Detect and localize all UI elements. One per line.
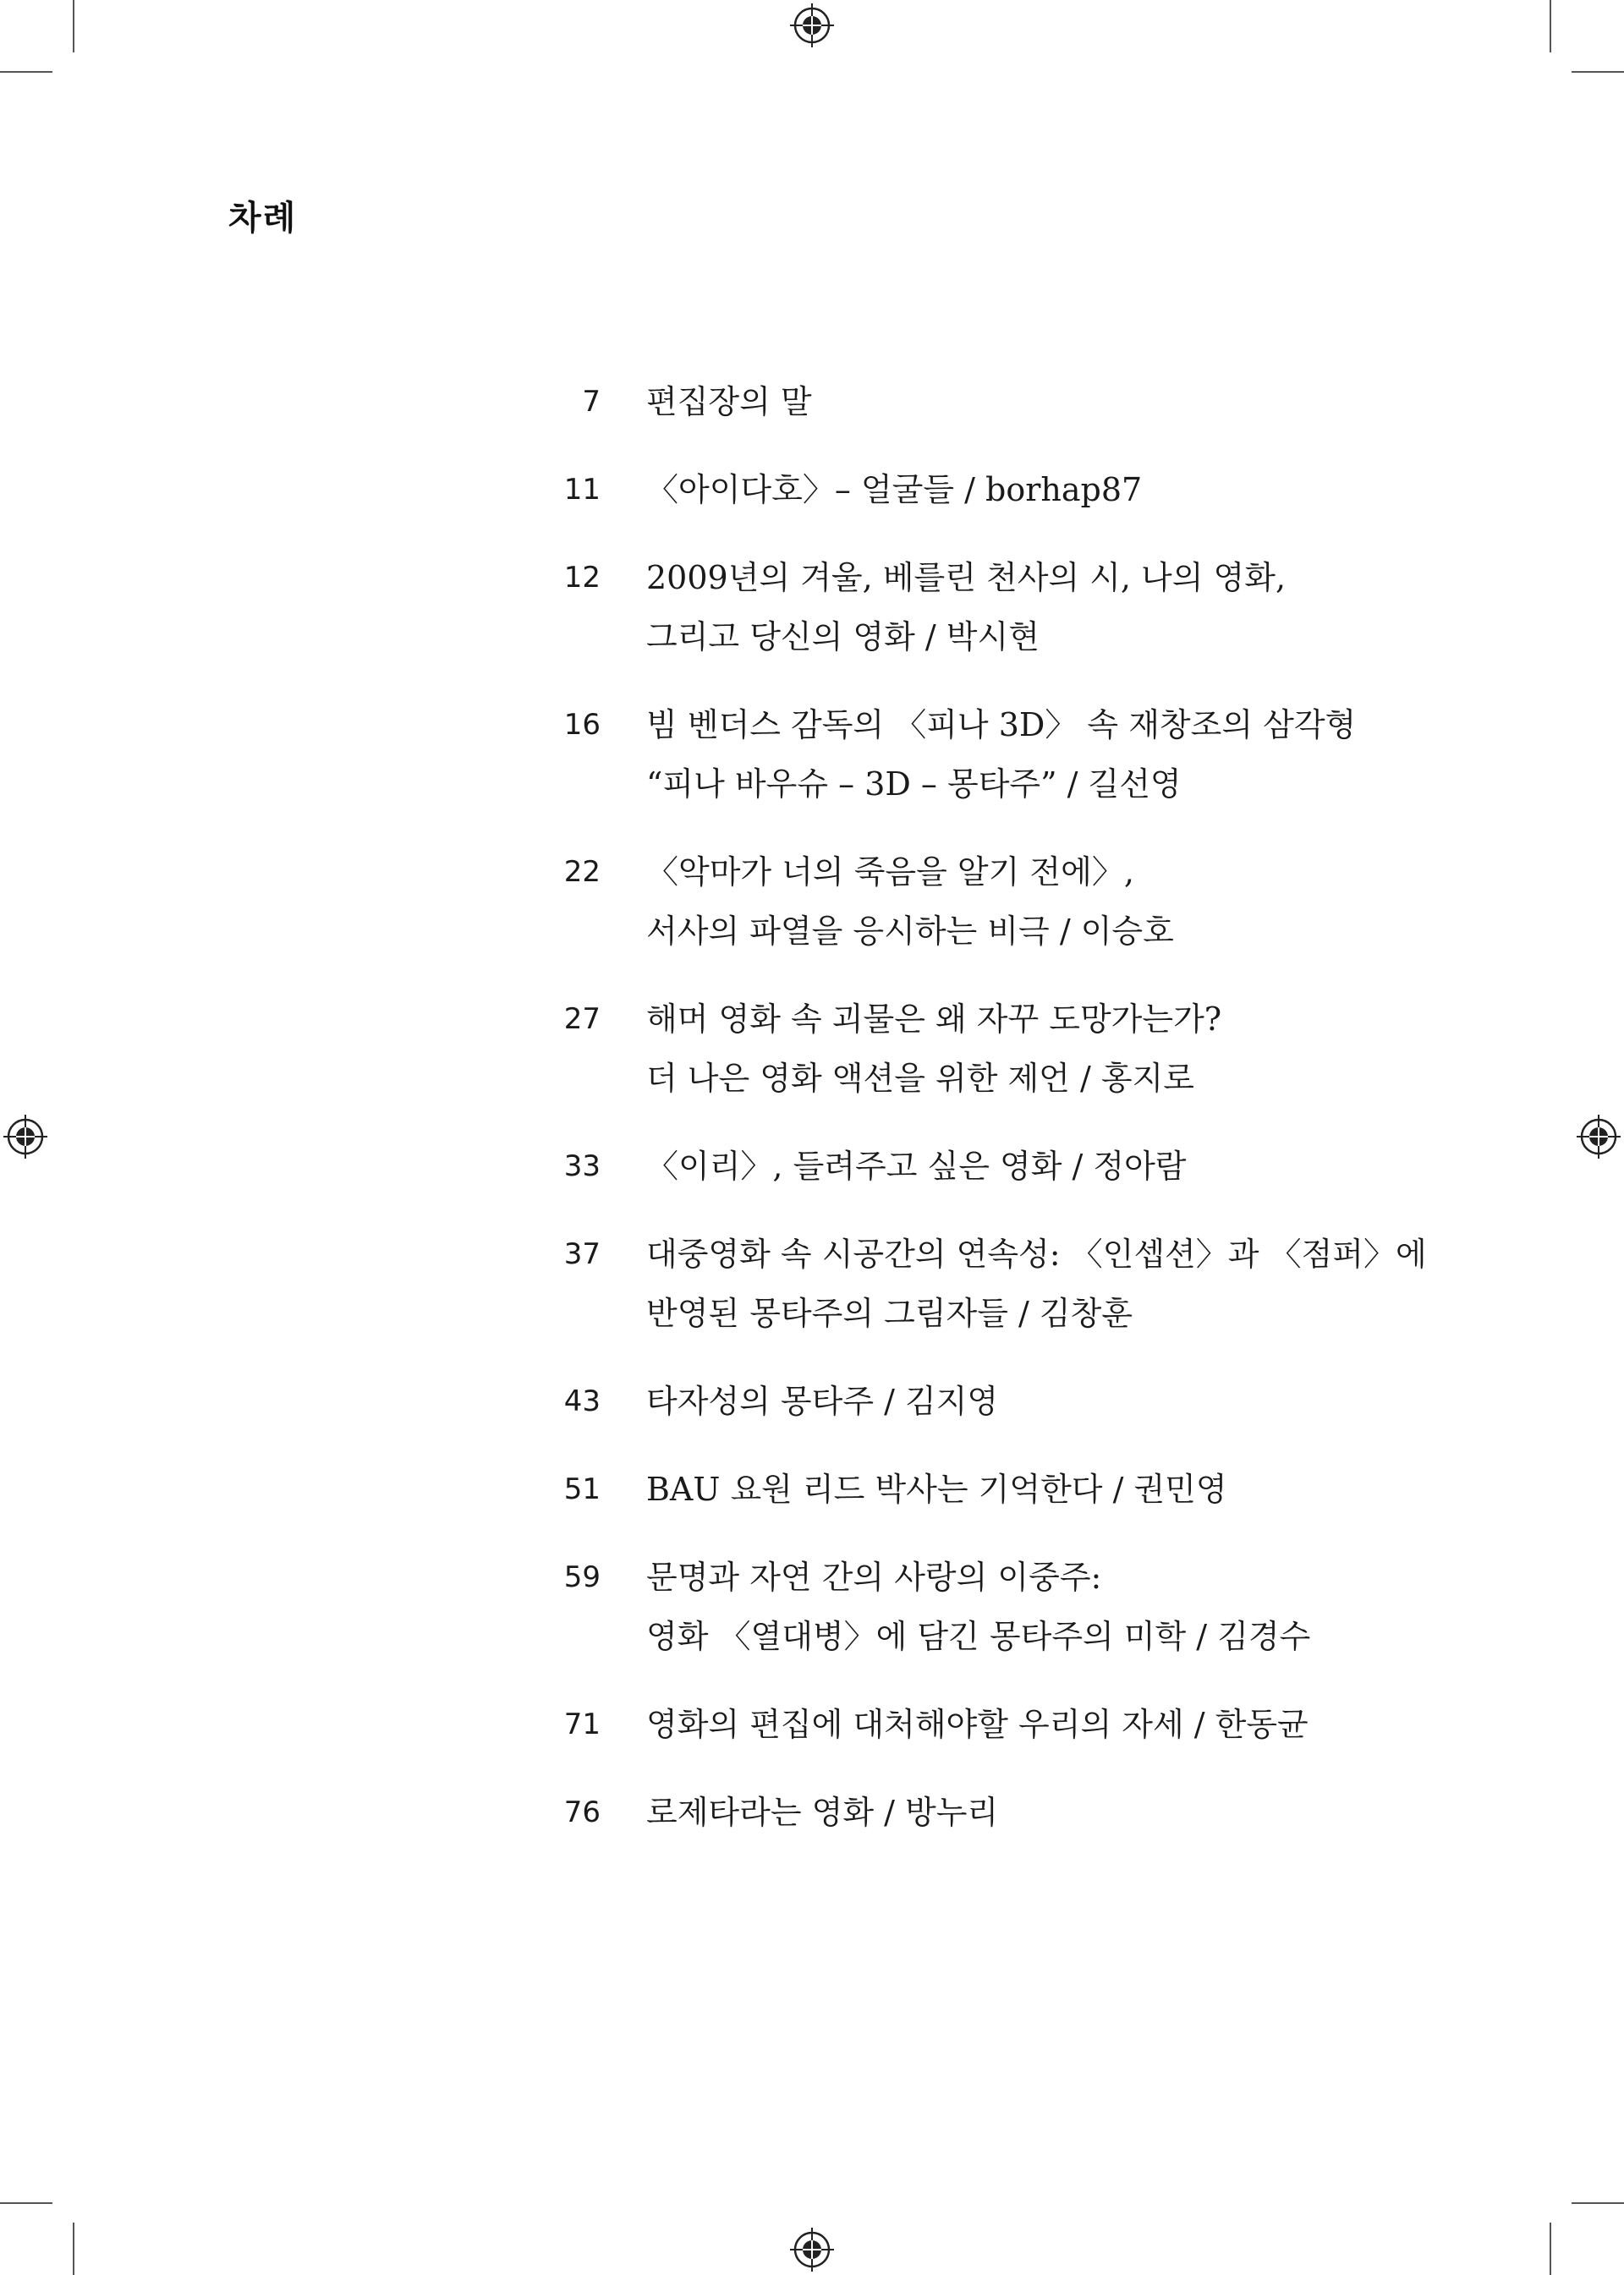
toc-entry bbox=[541, 1783, 1421, 1842]
toc-entry-line: 로제타라는 영화 / 방누리 bbox=[646, 1794, 999, 1831]
toc-entry bbox=[541, 1225, 1427, 1343]
toc-entry-line: 2009년의 겨울, 베를린 천사의 시, 나의 영화, bbox=[646, 559, 1287, 596]
toc-entry bbox=[541, 1372, 1421, 1431]
toc-page-number: 11 bbox=[563, 473, 601, 507]
toc-entry bbox=[541, 1460, 1421, 1519]
table-of-contents bbox=[541, 372, 1427, 1871]
toc-entry-line: 타자성의 몽타주 / 김지영 bbox=[646, 1383, 999, 1420]
crop-mark bbox=[1550, 0, 1551, 52]
crop-mark bbox=[73, 0, 74, 52]
toc-entry-line: 〈이리〉, 들려주고 싶은 영화 / 정아람 bbox=[646, 1148, 1187, 1185]
toc-entry-title bbox=[646, 1460, 1421, 1519]
toc-entry-line: 그리고 당신의 영화 / 박시현 bbox=[646, 618, 1040, 655]
toc-entry-line: “피나 바우슈 – 3D – 몽타주” / 길선영 bbox=[646, 765, 1182, 803]
toc-page-number: 22 bbox=[563, 855, 601, 889]
crop-mark bbox=[73, 2223, 74, 2275]
registration-mark-icon bbox=[1577, 1115, 1621, 1159]
toc-entry-title bbox=[646, 695, 1421, 814]
toc-entry-line: 문명과 자연 간의 사랑의 이중주: bbox=[646, 1559, 1102, 1596]
toc-entry-title bbox=[646, 842, 1421, 961]
toc-page-number: 12 bbox=[563, 561, 601, 595]
toc-page-number: 59 bbox=[563, 1560, 601, 1594]
crop-mark bbox=[1550, 2223, 1551, 2275]
toc-entry-line: 영화의 편집에 대처해야할 우리의 자세 / 한동균 bbox=[646, 1706, 1309, 1743]
toc-page-number: 16 bbox=[563, 708, 601, 742]
toc-entry-title bbox=[646, 1225, 1427, 1343]
registration-mark-icon bbox=[790, 3, 834, 47]
toc-entry-title bbox=[646, 1372, 1421, 1431]
toc-entry-title bbox=[646, 1548, 1421, 1666]
toc-entry bbox=[541, 1695, 1421, 1754]
crop-mark bbox=[1572, 2202, 1624, 2204]
registration-mark-icon bbox=[790, 2228, 834, 2272]
toc-entry-line: BAU 요원 리드 박사는 기억한다 / 권민영 bbox=[646, 1471, 1227, 1508]
registration-mark-icon bbox=[3, 1115, 47, 1159]
toc-entry bbox=[541, 1137, 1421, 1196]
crop-mark bbox=[0, 71, 52, 73]
toc-entry-title bbox=[646, 372, 1421, 431]
toc-page-number: 7 bbox=[582, 385, 601, 419]
toc-entry bbox=[541, 842, 1421, 961]
toc-page-number: 51 bbox=[563, 1472, 601, 1506]
toc-entry bbox=[541, 989, 1421, 1108]
toc-page-number: 71 bbox=[563, 1708, 601, 1741]
toc-entry-line: 〈악마가 너의 죽음을 알기 전에〉, bbox=[646, 853, 1134, 891]
toc-entry bbox=[541, 372, 1421, 431]
toc-entry-title bbox=[646, 1783, 1421, 1842]
toc-entry-title bbox=[646, 548, 1421, 666]
crop-mark bbox=[1572, 71, 1624, 73]
toc-entry bbox=[541, 695, 1421, 814]
toc-page-number: 37 bbox=[563, 1237, 601, 1271]
toc-entry-line: 빔 벤더스 감독의 〈피나 3D〉 속 재창조의 삼각형 bbox=[646, 706, 1357, 743]
toc-entry-line: 대중영화 속 시공간의 연속성: 〈인셉션〉과 〈점퍼〉에 bbox=[646, 1236, 1427, 1273]
toc-entry bbox=[541, 548, 1421, 666]
toc-entry-line: 편집장의 말 bbox=[646, 383, 812, 420]
toc-page-number: 33 bbox=[563, 1149, 601, 1183]
toc-page-number: 76 bbox=[563, 1795, 601, 1829]
toc-entry-title bbox=[646, 989, 1421, 1108]
toc-entry-line: 해머 영화 속 괴물은 왜 자꾸 도망가는가? bbox=[646, 1000, 1222, 1038]
toc-entry-title bbox=[646, 1695, 1421, 1754]
toc-entry-line: 더 나은 영화 액션을 위한 제언 / 홍지로 bbox=[646, 1060, 1194, 1097]
toc-entry bbox=[541, 1548, 1421, 1666]
toc-page-number: 27 bbox=[563, 1002, 601, 1036]
toc-entry-line: 〈아이다호〉– 얼굴들 / borhap87 bbox=[646, 471, 1143, 508]
page-title: 차례 bbox=[228, 199, 298, 238]
toc-page-number: 43 bbox=[563, 1384, 601, 1418]
toc-entry-line: 서사의 파열을 응시하는 비극 / 이승호 bbox=[646, 913, 1174, 950]
crop-mark bbox=[0, 2202, 52, 2204]
toc-entry bbox=[541, 460, 1421, 519]
toc-entry-line: 반영된 몽타주의 그림자들 / 김창훈 bbox=[646, 1295, 1133, 1332]
toc-entry-title bbox=[646, 1137, 1421, 1196]
toc-entry-line: 영화 〈열대병〉에 담긴 몽타주의 미학 / 김경수 bbox=[646, 1618, 1311, 1655]
toc-entry-title bbox=[646, 460, 1421, 519]
